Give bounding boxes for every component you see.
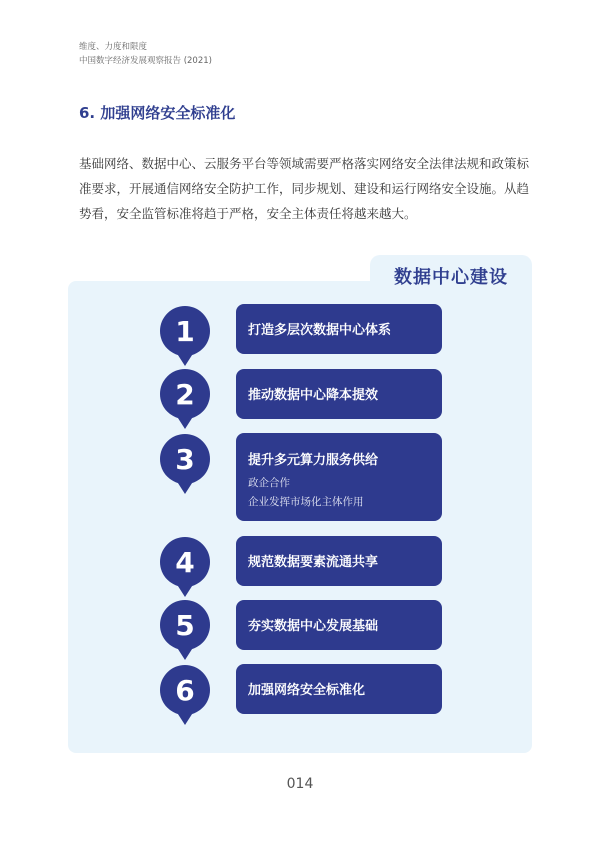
section-title: 6. 加强网络安全标准化 [79, 104, 236, 122]
item-number: 2 [175, 377, 195, 411]
item-box [236, 304, 442, 354]
number-pin-icon [160, 537, 210, 587]
item-box [236, 664, 442, 714]
number-pin-icon [160, 369, 210, 419]
item-box [236, 600, 442, 650]
item-label: 推动数据中心降本提效 [248, 388, 379, 403]
item-label: 规范数据要素流通共享 [248, 555, 379, 570]
panel-title: 数据中心建设 [394, 267, 508, 288]
page-number: 014 [286, 776, 314, 792]
item-label: 夯实数据中心发展基础 [248, 619, 379, 634]
item-number: 1 [175, 314, 195, 348]
item-label: 打造多层次数据中心体系 [248, 323, 392, 338]
item-box [236, 369, 442, 419]
number-pin-icon [160, 434, 210, 484]
number-pin-icon [160, 306, 210, 356]
item-sub-2: 企业发挥市场化主体作用 [248, 496, 364, 508]
item-number: 6 [175, 673, 195, 707]
item-number: 4 [175, 545, 195, 579]
item-sub-1: 政企合作 [248, 477, 290, 489]
item-label: 加强网络安全标准化 [248, 683, 366, 698]
header-line-1: 维度、力度和限度 [79, 42, 148, 52]
running-header [79, 40, 212, 68]
number-pin-icon [160, 600, 210, 650]
item-number: 5 [175, 608, 195, 642]
item-box [236, 536, 442, 586]
item-number: 3 [175, 442, 195, 476]
item-box [236, 433, 442, 521]
number-pin-icon [160, 665, 210, 715]
header-line-2: 中国数字经济发展观察报告 (2021) [79, 56, 212, 66]
panel-title-tab [370, 255, 532, 297]
body-paragraph: 基础网络、数据中心、云服务平台等领域需要严格落实网络安全法律法规和政策标准要求，开展通信网络安全防护工作，同步规划、建设和运行网络安全设施。从趋势看，安全监管标准将趋于严格，安全主体责任将越来越大。 [79, 156, 530, 221]
item-label: 提升多元算力服务供给 [248, 453, 379, 468]
